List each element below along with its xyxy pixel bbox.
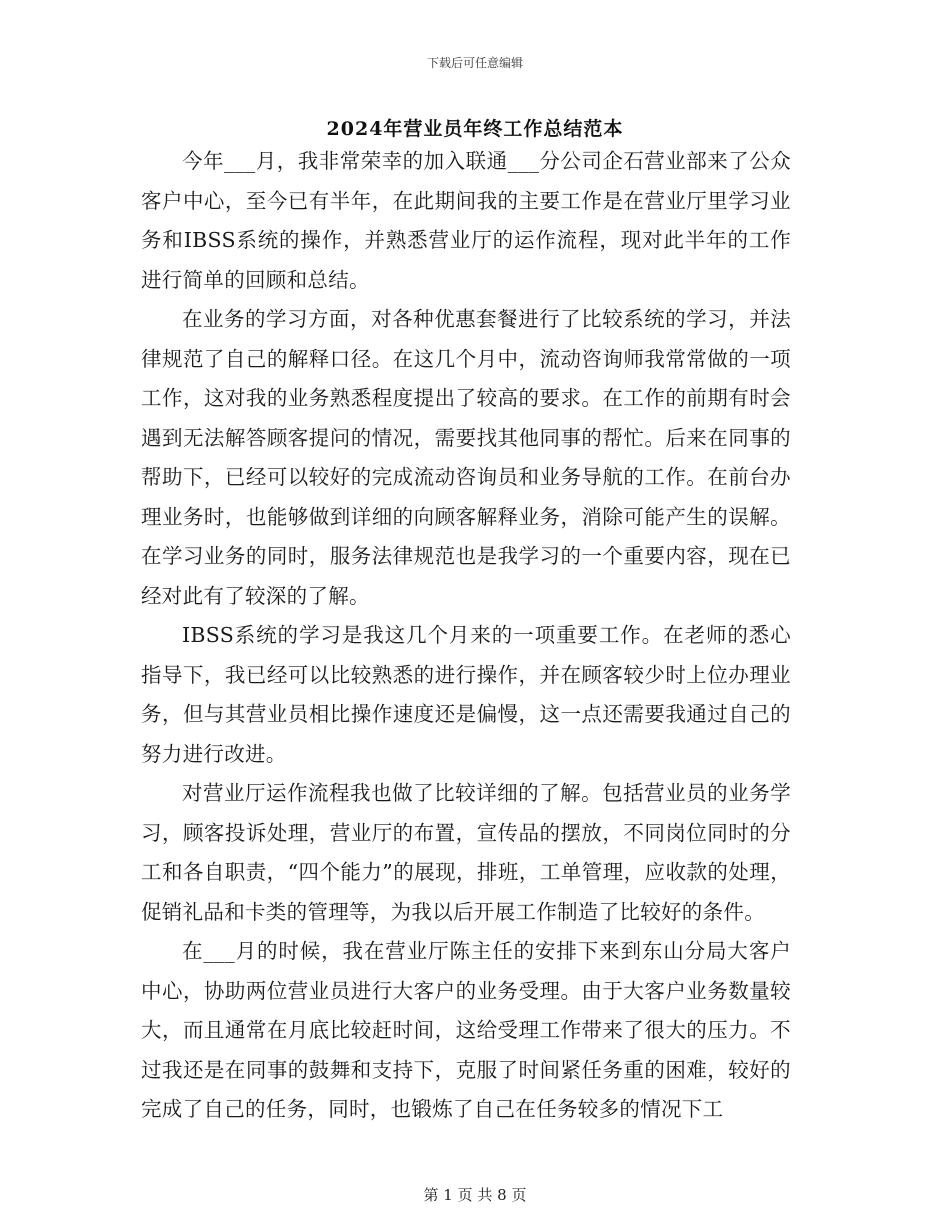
paragraph-3: IBSS系统的学习是我这几个月来的一项重要工作。在老师的悉心指导下，我已经可以比较熟悉的进行操作，并在顾客较少时上位办理业务，但与其营业员相比操作速度还是偏慢，这一点还需要我通过自己的努力进行改进。	[141, 623, 791, 766]
document-body	[141, 142, 791, 1130]
document-title: 2024年营业员年终工作总结范本	[326, 118, 624, 140]
page-header-note: 下载后可任意编辑	[426, 56, 523, 70]
paragraph-1: 今年___月，我非常荣幸的加入联通___分公司企石营业部来了公众客户中心，至今已有半年，在此期间我的主要工作是在营业厅里学习业务和IBSS系统的操作，并熟悉营业厅的运作流程，现对此半年的工作进行简单的回顾和总结。	[141, 149, 791, 292]
paragraph-4: 对营业厅运作流程我也做了比较详细的了解。包括营业员的业务学习，顾客投诉处理，营业厅的布置，宣传品的摆放，不同岗位同时的分工和各自职责，“四个能力”的展现，排班，工单管理，应收款的处理，促销礼品和卡类的管理等，为我以后开展工作制造了比较好的条件。	[141, 781, 791, 924]
page-number-footer: 第 1 页 共 8 页	[423, 1186, 527, 1204]
paragraph-5: 在___月的时候，我在营业厅陈主任的安排下来到东山分局大客户中心，协助两位营业员进行大客户的业务受理。由于大客户业务数量较大，而且通常在月底比较赶时间，这给受理工作带来了很大的压力。不过我还是在同事的鼓舞和支持下，克服了时间紧任务重的困难，较好的完成了自己的任务，同时，也锻炼了自己在任务较多的情况下工	[141, 939, 791, 1121]
paragraph-2: 在业务的学习方面，对各种优惠套餐进行了比较系统的学习，并法律规范了自己的解释口径。在这几个月中，流动咨询师我常常做的一项工作，这对我的业务熟悉程度提出了较高的要求。在工作的前期有时会遇到无法解答顾客提问的情况，需要找其他同事的帮忙。后来在同事的帮助下，已经可以较好的完成流动咨询员和业务导航的工作。在前台办理业务时，也能够做到详细的向顾客解释业务，消除可能产生的误解。在学习业务的同时，服务法律规范也是我学习的一个重要内容，现在已经对此有了较深的了解。	[141, 307, 791, 608]
